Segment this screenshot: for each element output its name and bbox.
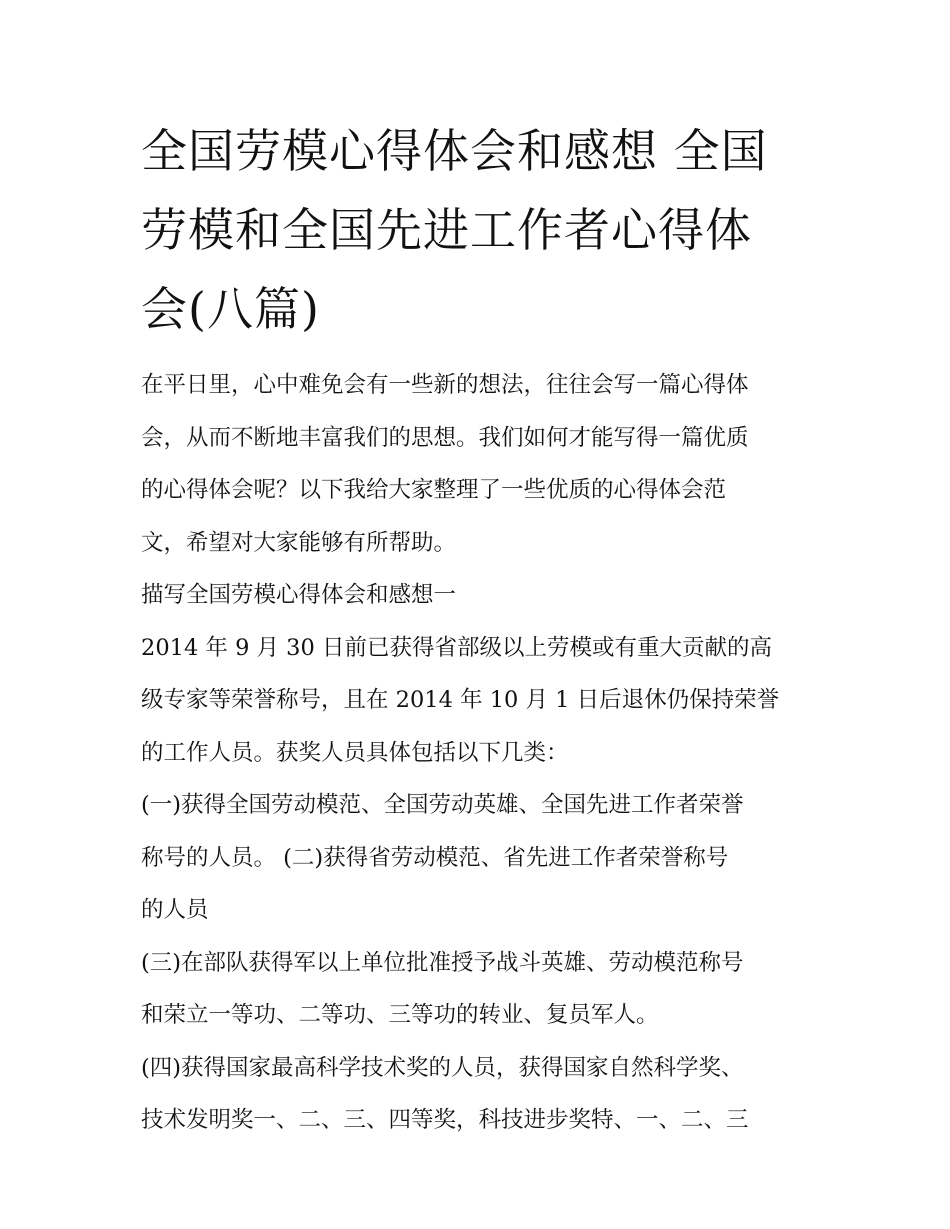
- title-line: 会(八篇): [141, 282, 320, 336]
- list-item: 技术发明奖一、二、三、四等奖，科技进步奖特、一、二、三: [141, 1107, 749, 1133]
- document-body: [141, 359, 813, 1147]
- body-line: 在平日里，心中难免会有一些新的想法，往往会写一篇心得体: [141, 372, 749, 398]
- list-item: 和荣立一等功、二等功、三等功的转业、复员军人。: [141, 1002, 659, 1028]
- list-item: (四)获得国家最高科学技术奖的人员，获得国家自然科学奖、: [141, 1054, 744, 1081]
- list-item: 称号的人员。 (二)获得省劳动模范、省先进工作者荣誉称号: [141, 844, 729, 871]
- section-heading: 描写全国劳模心得体会和感想一: [141, 582, 457, 608]
- body-line: 的工作人员。获奖人员具体包括以下几类：: [141, 739, 569, 766]
- body-line: 文，希望对大家能够有所帮助。: [141, 529, 457, 556]
- body-line: 2014 年 9 月 30 日前已获得省部级以上劳模或有重大贡献的高: [141, 634, 772, 661]
- body-line: 级专家等荣誉称号，且在 2014 年 10 月 1 日后退休仍保持荣誉: [141, 687, 780, 713]
- list-item: 的人员: [141, 897, 209, 923]
- body-line: 会，从而不断地丰富我们的思想。我们如何才能写得一篇优质: [141, 424, 749, 451]
- document-page: [141, 112, 813, 1147]
- list-item: (一)获得全国劳动模范、全国劳动英雄、全国先进工作者荣誉: [141, 792, 744, 818]
- body-line: 的心得体会呢？以下我给大家整理了一些优质的心得体会范: [141, 477, 727, 503]
- title-line: 全国劳模心得体会和感想 全国: [141, 124, 768, 178]
- title-line: 劳模和全国先进工作者心得体: [141, 203, 752, 257]
- list-item: (三)在部队获得军以上单位批准授予战斗英雄、劳动模范称号: [141, 949, 744, 976]
- document-title: [141, 112, 813, 349]
